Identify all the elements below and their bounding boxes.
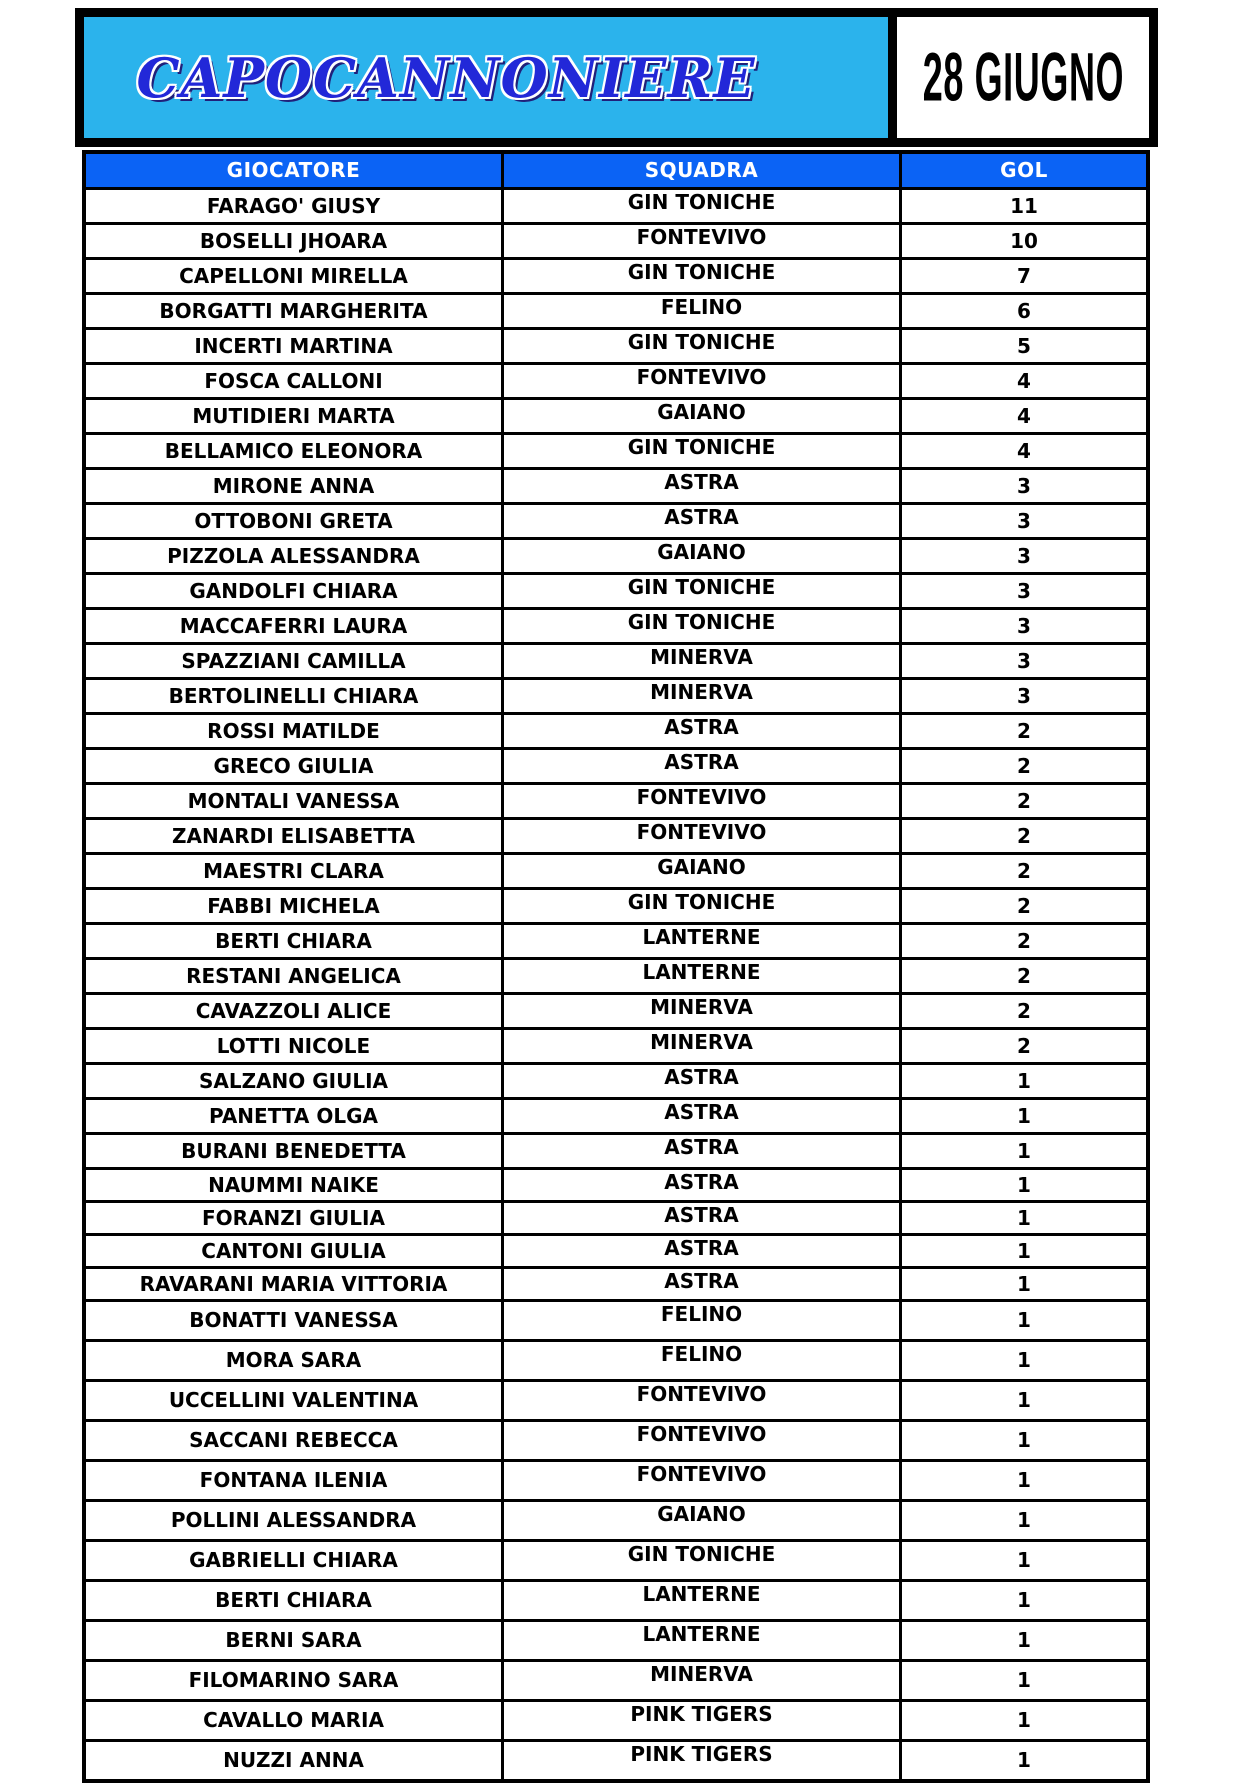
team-cell: MINERVA <box>501 995 899 1027</box>
table-row <box>86 712 1146 747</box>
team-cell: ASTRA <box>501 750 899 782</box>
player-cell: PIZZOLA ALESSANDRA <box>167 543 420 568</box>
title-block <box>84 17 888 138</box>
player-cell: FABBI MICHELA <box>207 893 380 918</box>
team-cell: FONTEVIVO <box>501 365 899 397</box>
team-cell: ASTRA <box>501 1170 899 1200</box>
player-cell: OTTOBONI GRETA <box>194 508 393 533</box>
team-cell: ASTRA <box>501 1100 899 1132</box>
goals-cell: 1 <box>899 1100 1146 1132</box>
goals-cell: 1 <box>899 1135 1146 1167</box>
date-label: 28 GIUGNO <box>922 39 1124 116</box>
table-row <box>86 1459 1146 1499</box>
player-cell: FORANZI GIULIA <box>202 1205 385 1230</box>
goals-cell: 7 <box>899 260 1146 292</box>
table-row <box>86 1619 1146 1659</box>
goals-cell: 1 <box>899 1203 1146 1233</box>
player-cell: POLLINI ALESSANDRA <box>170 1508 417 1532</box>
player-cell: BORGATTI MARGHERITA <box>159 298 428 323</box>
goals-cell: 2 <box>899 925 1146 957</box>
goals-cell: 6 <box>899 295 1146 327</box>
team-cell: ASTRA <box>501 505 899 537</box>
player-cell: BURANI BENEDETTA <box>181 1138 406 1163</box>
table-row <box>86 1062 1146 1097</box>
goals-cell: 11 <box>899 190 1146 222</box>
player-cell: FARAGO' GIUSY <box>206 193 381 218</box>
column-header-squadra: SQUADRA <box>501 154 899 187</box>
team-cell: LANTERNE <box>501 925 899 957</box>
table-row <box>86 747 1146 782</box>
team-cell: MINERVA <box>501 645 899 677</box>
goals-cell: 2 <box>899 960 1146 992</box>
table-row <box>86 922 1146 957</box>
table-row <box>86 292 1146 327</box>
table-row <box>86 537 1146 572</box>
goals-cell: 1 <box>899 1170 1146 1200</box>
team-cell: FONTEVIVO <box>501 1382 899 1419</box>
goals-cell: 1 <box>899 1542 1146 1579</box>
team-cell: ASTRA <box>501 1203 899 1233</box>
table-row <box>86 887 1146 922</box>
player-cell: SALZANO GIULIA <box>198 1068 389 1093</box>
column-header-giocatore: GIOCATORE <box>226 158 361 182</box>
table-row <box>86 852 1146 887</box>
table-row <box>86 222 1146 257</box>
goals-cell: 2 <box>899 750 1146 782</box>
goals-cell: 4 <box>899 435 1146 467</box>
team-cell: MINERVA <box>501 680 899 712</box>
goals-cell: 1 <box>899 1742 1146 1779</box>
goals-cell: 1 <box>899 1382 1146 1419</box>
team-cell: GIN TONICHE <box>501 890 899 922</box>
goals-cell: 1 <box>899 1236 1146 1266</box>
team-cell: ASTRA <box>501 470 899 502</box>
player-cell: ROSSI MATILDE <box>207 718 380 743</box>
table-row <box>86 362 1146 397</box>
goals-cell: 4 <box>899 365 1146 397</box>
table-row <box>86 187 1146 222</box>
player-cell: ZANARDI ELISABETTA <box>172 823 415 848</box>
table-row <box>86 1659 1146 1699</box>
table-row <box>86 1539 1146 1579</box>
team-cell: LANTERNE <box>501 1622 899 1659</box>
table-row <box>86 1233 1146 1266</box>
player-cell: GRECO GIULIA <box>213 753 374 778</box>
team-cell: ASTRA <box>501 1065 899 1097</box>
team-cell: GIN TONICHE <box>501 260 899 292</box>
table-row <box>86 467 1146 502</box>
player-cell: PANETTA OLGA <box>209 1103 378 1128</box>
goals-cell: 2 <box>899 890 1146 922</box>
goals-cell: 10 <box>899 225 1146 257</box>
player-cell: MUTIDIERI MARTA <box>192 403 395 428</box>
table-row <box>86 677 1146 712</box>
team-cell: FELINO <box>501 1302 899 1339</box>
goals-cell: 3 <box>899 540 1146 572</box>
table-row <box>86 572 1146 607</box>
player-cell: CAVALLO MARIA <box>203 1708 384 1732</box>
team-cell: FONTEVIVO <box>501 1422 899 1459</box>
player-cell: LOTTI NICOLE <box>216 1033 371 1058</box>
header-banner <box>75 8 1158 147</box>
player-cell: BONATTI VANESSA <box>189 1308 398 1332</box>
player-cell: GANDOLFI CHIARA <box>189 578 398 603</box>
goals-cell: 1 <box>899 1342 1146 1379</box>
player-cell: BELLAMICO ELEONORA <box>164 438 423 463</box>
player-cell: BERNI SARA <box>225 1628 362 1652</box>
goals-cell: 2 <box>899 995 1146 1027</box>
column-header-gol: GOL <box>899 154 1146 187</box>
player-cell: FONTANA ILENIA <box>199 1468 388 1492</box>
goals-cell: 3 <box>899 505 1146 537</box>
team-cell: ASTRA <box>501 1236 899 1266</box>
scorers-table <box>82 150 1150 1783</box>
goals-cell: 2 <box>899 855 1146 887</box>
team-cell: FONTEVIVO <box>501 785 899 817</box>
player-cell: INCERTI MARTINA <box>194 333 393 358</box>
table-header-row <box>86 154 1146 187</box>
team-cell: GIN TONICHE <box>501 610 899 642</box>
goals-cell: 1 <box>899 1302 1146 1339</box>
goals-cell: 3 <box>899 575 1146 607</box>
team-cell: MINERVA <box>501 1030 899 1062</box>
team-cell: GAIANO <box>501 400 899 432</box>
page-title: CAPOCANNONIERE <box>136 45 756 110</box>
player-cell: FOSCA CALLONI <box>204 368 383 393</box>
team-cell: GIN TONICHE <box>501 330 899 362</box>
player-cell: BERTI CHIARA <box>215 928 372 953</box>
goals-cell: 1 <box>899 1269 1146 1299</box>
table-row <box>86 782 1146 817</box>
goals-cell: 1 <box>899 1622 1146 1659</box>
team-cell: ASTRA <box>501 715 899 747</box>
team-cell: MINERVA <box>501 1662 899 1699</box>
goals-cell: 5 <box>899 330 1146 362</box>
goals-cell: 2 <box>899 820 1146 852</box>
table-row <box>86 1132 1146 1167</box>
player-cell: GABRIELLI CHIARA <box>189 1548 398 1572</box>
player-cell: MACCAFERRI LAURA <box>179 613 408 638</box>
goals-cell: 2 <box>899 785 1146 817</box>
table-row <box>86 1379 1146 1419</box>
table-row <box>86 1699 1146 1739</box>
team-cell: GIN TONICHE <box>501 435 899 467</box>
player-cell: NAUMMI NAIKE <box>208 1172 379 1197</box>
table-row <box>86 992 1146 1027</box>
player-cell: RAVARANI MARIA VITTORIA <box>139 1271 448 1296</box>
player-cell: NUZZI ANNA <box>223 1748 364 1772</box>
player-cell: RESTANI ANGELICA <box>186 963 401 988</box>
team-cell: ASTRA <box>501 1135 899 1167</box>
goals-cell: 1 <box>899 1462 1146 1499</box>
team-cell: GIN TONICHE <box>501 575 899 607</box>
goals-cell: 2 <box>899 1030 1146 1062</box>
team-cell: FELINO <box>501 1342 899 1379</box>
team-cell: PINK TIGERS <box>501 1742 899 1779</box>
table-row <box>86 1419 1146 1459</box>
player-cell: CAVAZZOLI ALICE <box>195 998 392 1023</box>
table-row <box>86 1167 1146 1200</box>
team-cell: GAIANO <box>501 540 899 572</box>
player-cell: MORA SARA <box>225 1348 362 1372</box>
table-row <box>86 1200 1146 1233</box>
banner-divider <box>888 17 897 138</box>
table-row <box>86 257 1146 292</box>
table-row <box>86 817 1146 852</box>
player-cell: MIRONE ANNA <box>212 473 375 498</box>
goals-cell: 1 <box>899 1702 1146 1739</box>
team-cell: FONTEVIVO <box>501 820 899 852</box>
team-cell: FELINO <box>501 295 899 327</box>
goals-cell: 2 <box>899 715 1146 747</box>
player-cell: MONTALI VANESSA <box>187 788 400 813</box>
table-row <box>86 1027 1146 1062</box>
goals-cell: 3 <box>899 645 1146 677</box>
team-cell: GAIANO <box>501 855 899 887</box>
goals-cell: 1 <box>899 1582 1146 1619</box>
team-cell: LANTERNE <box>501 960 899 992</box>
goals-cell: 1 <box>899 1662 1146 1699</box>
goals-cell: 1 <box>899 1065 1146 1097</box>
goals-cell: 3 <box>899 610 1146 642</box>
goals-cell: 3 <box>899 470 1146 502</box>
player-cell: SPAZZIANI CAMILLA <box>181 648 406 673</box>
player-cell: UCCELLINI VALENTINA <box>168 1388 419 1412</box>
player-cell: BERTOLINELLI CHIARA <box>168 683 419 708</box>
team-cell: GAIANO <box>501 1502 899 1539</box>
player-cell: CAPELLONI MIRELLA <box>179 263 408 288</box>
goals-cell: 3 <box>899 680 1146 712</box>
table-row <box>86 432 1146 467</box>
goals-cell: 4 <box>899 400 1146 432</box>
table-row <box>86 957 1146 992</box>
player-cell: MAESTRI CLARA <box>203 858 384 883</box>
table-body <box>86 187 1146 1779</box>
date-box <box>897 17 1149 138</box>
team-cell: FONTEVIVO <box>501 1462 899 1499</box>
table-row <box>86 397 1146 432</box>
table-row <box>86 502 1146 537</box>
player-cell: SACCANI REBECCA <box>189 1428 398 1452</box>
table-row <box>86 1266 1146 1299</box>
table-row <box>86 607 1146 642</box>
table-row <box>86 1499 1146 1539</box>
table-row <box>86 642 1146 677</box>
team-cell: GIN TONICHE <box>501 190 899 222</box>
table-row <box>86 1739 1146 1779</box>
team-cell: ASTRA <box>501 1269 899 1299</box>
team-cell: GIN TONICHE <box>501 1542 899 1579</box>
table-row <box>86 1097 1146 1132</box>
team-cell: LANTERNE <box>501 1582 899 1619</box>
table-row <box>86 327 1146 362</box>
goals-cell: 1 <box>899 1422 1146 1459</box>
table-row <box>86 1299 1146 1339</box>
table-row <box>86 1339 1146 1379</box>
table-row <box>86 1579 1146 1619</box>
player-cell: BOSELLI JHOARA <box>199 228 388 253</box>
player-cell: BERTI CHIARA <box>215 1588 372 1612</box>
goals-cell: 1 <box>899 1502 1146 1539</box>
team-cell: FONTEVIVO <box>501 225 899 257</box>
player-cell: CANTONI GIULIA <box>201 1238 386 1263</box>
team-cell: PINK TIGERS <box>501 1702 899 1739</box>
player-cell: FILOMARINO SARA <box>188 1668 399 1692</box>
